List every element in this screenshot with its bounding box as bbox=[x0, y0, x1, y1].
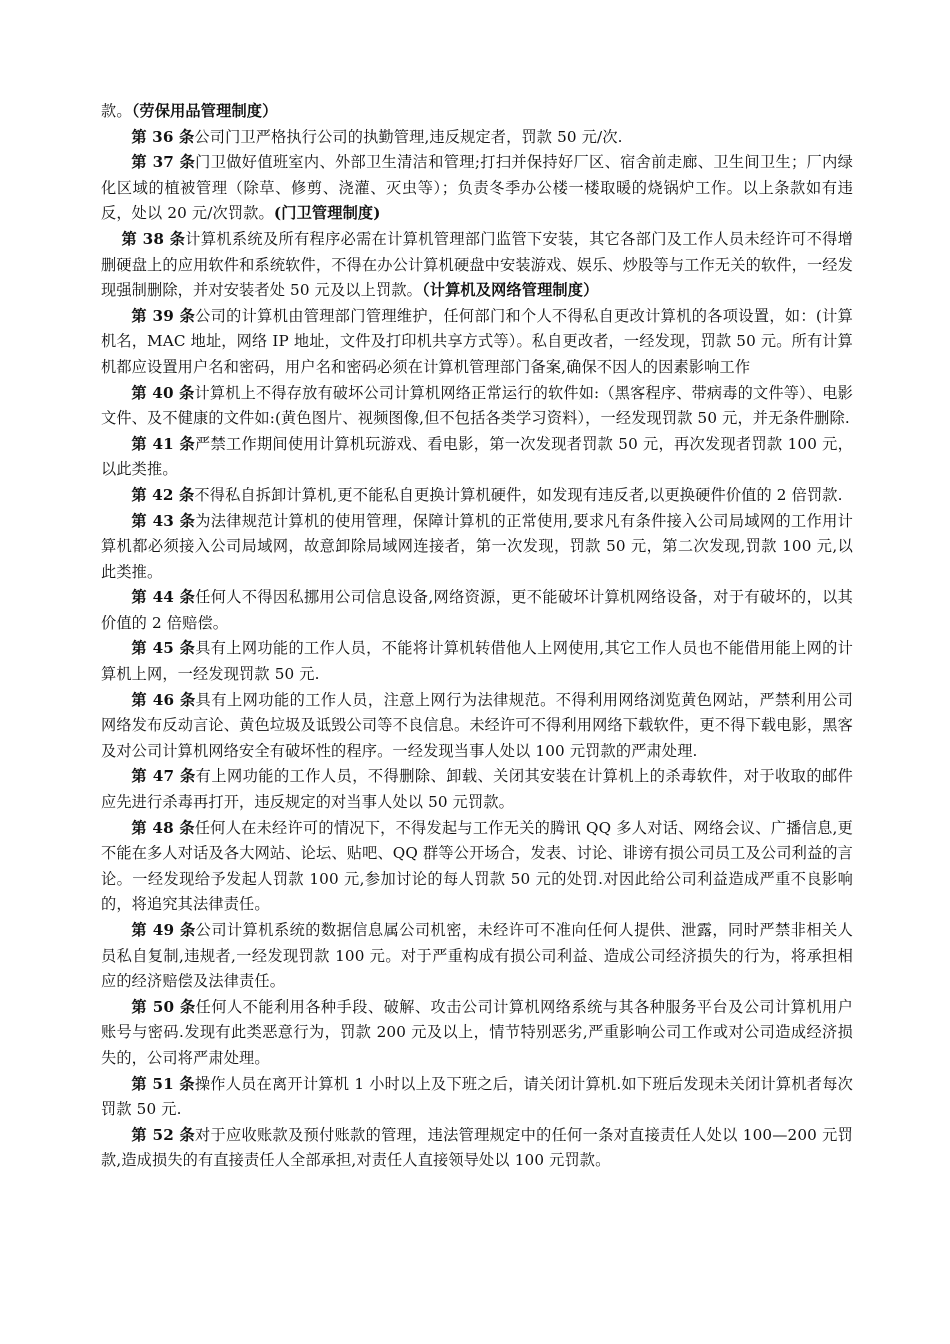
article-text: 不得私自拆卸计算机,更不能私自更换计算机硬件，如发现有违反者,以更换硬件价值的 2 倍罚款. bbox=[194, 485, 843, 504]
article-38 bbox=[101, 227, 853, 304]
article-text: 门卫做好值班室内、外部卫生清洁和管理;打扫并保持好厂区、宿舍前走廊、卫生间卫生；厂内绿化区域的植被管理（除草、修剪、浇灌、灭虫等）；负责冬季办公楼一楼取暖的烧锅炉工作。以上条款如有违反，处以 20 元/次罚款。 bbox=[101, 153, 853, 223]
paragraph-text: 款。 bbox=[101, 102, 132, 120]
article-number: 第 49 条 bbox=[131, 921, 196, 939]
article-49 bbox=[101, 918, 853, 995]
article-text: 计算机系统及所有程序必需在计算机管理部门监管下安装，其它各部门及工作人员未经许可不得增删硬盘上的应用软件和系统软件，不得在办公计算机硬盘中安装游戏、娱乐、炒股等与工作无关的软件，一经发现强制删除，并对安装者处 50 元及以上罚款。 bbox=[101, 229, 853, 300]
article-46 bbox=[101, 688, 853, 765]
article-number: 第 42 条 bbox=[131, 485, 195, 504]
article-37 bbox=[101, 150, 853, 227]
article-45 bbox=[101, 636, 853, 687]
article-text: 任何人不能利用各种手段、破解、攻击公司计算机网络系统与其各种服务平台及公司计算机用户账号与密码.发现有此类恶意行为，罚款 200 元及以上，情节特别恶劣,严重影响公司工作或对公司造成经济损失的，公司将严肃处理。 bbox=[101, 997, 853, 1067]
article-text: 公司的计算机由管理部门管理维护，任何部门和个人不得私自更改计算机的各项设置，如：(计算机名，MAC 地址，网络 IP 地址，文件及打印机共享方式等）。私自更改者，一经发现，罚款 50 元。所有计算机都应设置用户名和密码，用户名和密码必须在计算机管理部门备案,确保不因人的因素影响工作 bbox=[101, 306, 853, 376]
article-text: 严禁工作期间使用计算机玩游戏、看电影，第一次发现者罚款 50 元，再次发现者罚款 100 元，以此类推。 bbox=[101, 434, 853, 479]
article-number: 第 41 条 bbox=[131, 434, 195, 453]
article-text: 操作人员在离开计算机 1 小时以上及下班之后，请关闭计算机.如下班后发现未关闭计算机者每次罚款 50 元. bbox=[101, 1074, 853, 1119]
article-number: 第 47 条 bbox=[131, 767, 196, 786]
article-number: 第 40 条 bbox=[131, 383, 195, 402]
article-text: 具有上网功能的工作人员，不能将计算机转借他人上网使用,其它工作人员也不能借用能上网的计算机上网，一经发现罚款 50 元. bbox=[101, 639, 853, 684]
article-number: 第 43 条 bbox=[131, 511, 196, 530]
article-text: 为法律规范计算机的使用管理，保障计算机的正常使用,要求凡有条件接入公司局域网的工作用计算机都必须接入公司局域网，故意卸除局域网连接者，第一次发现，罚款 50 元，第二次发现,罚款 100 元,以此类推。 bbox=[101, 511, 853, 581]
article-number: 第 52 条 bbox=[131, 1125, 196, 1144]
article-51 bbox=[101, 1072, 853, 1123]
paragraph-continuation bbox=[101, 99, 853, 125]
article-number: 第 45 条 bbox=[131, 639, 196, 658]
section-tag-computer-network: （计算机及网络管理制度） bbox=[422, 281, 599, 300]
article-43 bbox=[101, 509, 853, 586]
article-40 bbox=[101, 381, 853, 432]
article-number: 第 36 条 bbox=[131, 127, 195, 146]
article-text: 对于应收账款及预付账款的管理，违法管理规定中的任何一条对直接责任人处以 100—200 元罚款,造成损失的有直接责任人全部承担,对责任人直接领导处以 100 元罚款。 bbox=[101, 1125, 853, 1170]
article-50 bbox=[101, 995, 853, 1072]
article-39 bbox=[101, 304, 853, 381]
article-41 bbox=[101, 432, 853, 483]
article-number: 第 50 条 bbox=[131, 997, 196, 1016]
article-text: 任何人在未经许可的情况下，不得发起与工作无关的腾讯 QQ 多人对话、网络会议、广播信息,更不能在多人对话及各大网站、论坛、贴吧、QQ 群等公开场合，发表、讨论、诽谤有损公司员工及公司利益的言论。一经发现给予发起人罚款 100 元,参加讨论的每人罚款 50 元的处罚.对因此给公司利益造成严重不良影响的，将追究其法律责任。 bbox=[101, 818, 853, 914]
article-text: 有上网功能的工作人员，不得删除、卸载、关闭其安装在计算机上的杀毒软件，对于收取的邮件应先进行杀毒再打开，违反规定的对当事人处以 50 元罚款。 bbox=[101, 767, 853, 812]
article-text: 具有上网功能的工作人员，注意上网行为法律规范。不得利用网络浏览黄色网站，严禁利用公司网络发布反动言论、黄色垃圾及诋毁公司等不良信息。未经许可不得利用网络下载软件，更不得下载电影，黑客及对公司计算机网络安全有破坏性的程序。一经发现当事人处以 100 元罚款的严肃处理. bbox=[101, 690, 853, 760]
article-text: 任何人不得因私挪用公司信息设备,网络资源，更不能破坏计算机网络设备，对于有破坏的，以其价值的 2 倍赔偿。 bbox=[101, 588, 853, 632]
section-tag-gate-guard: (门卫管理制度) bbox=[273, 204, 381, 223]
article-text: 公司门卫严格执行公司的执勤管理,违反规定者，罚款 50 元/次. bbox=[194, 127, 623, 146]
article-36 bbox=[101, 125, 853, 151]
article-number: 第 48 条 bbox=[131, 818, 195, 837]
article-number: 第 46 条 bbox=[131, 690, 196, 709]
article-48 bbox=[101, 816, 853, 918]
article-number: 第 44 条 bbox=[131, 588, 196, 607]
article-44 bbox=[101, 585, 853, 636]
article-47 bbox=[101, 764, 853, 815]
article-number: 第 39 条 bbox=[131, 306, 196, 325]
article-number: 第 37 条 bbox=[131, 153, 196, 172]
article-52 bbox=[101, 1123, 853, 1174]
article-number: 第 38 条 bbox=[121, 229, 186, 248]
regulations-text bbox=[101, 99, 853, 1174]
article-text: 公司计算机系统的数据信息属公司机密，未经许可不准向任何人提供、泄露，同时严禁非相关人员私自复制,违规者,一经发现罚款 100 元。对于严重构成有损公司利益、造成公司经济损失的行为，将承担相应的经济赔偿及法律责任。 bbox=[101, 921, 853, 991]
article-42 bbox=[101, 483, 853, 509]
article-text: 计算机上不得存放有破坏公司计算机网络正常运行的软件如:（黑客程序、带病毒的文件等）、电影文件、及不健康的文件如:(黄色图片、视频图像,但不包括各类学习资料），一经发现罚款 50 元，并无条件删除. bbox=[101, 383, 853, 428]
section-tag-labor-protection: （劳保用品管理制度） bbox=[131, 102, 278, 120]
article-number: 第 51 条 bbox=[131, 1074, 195, 1093]
